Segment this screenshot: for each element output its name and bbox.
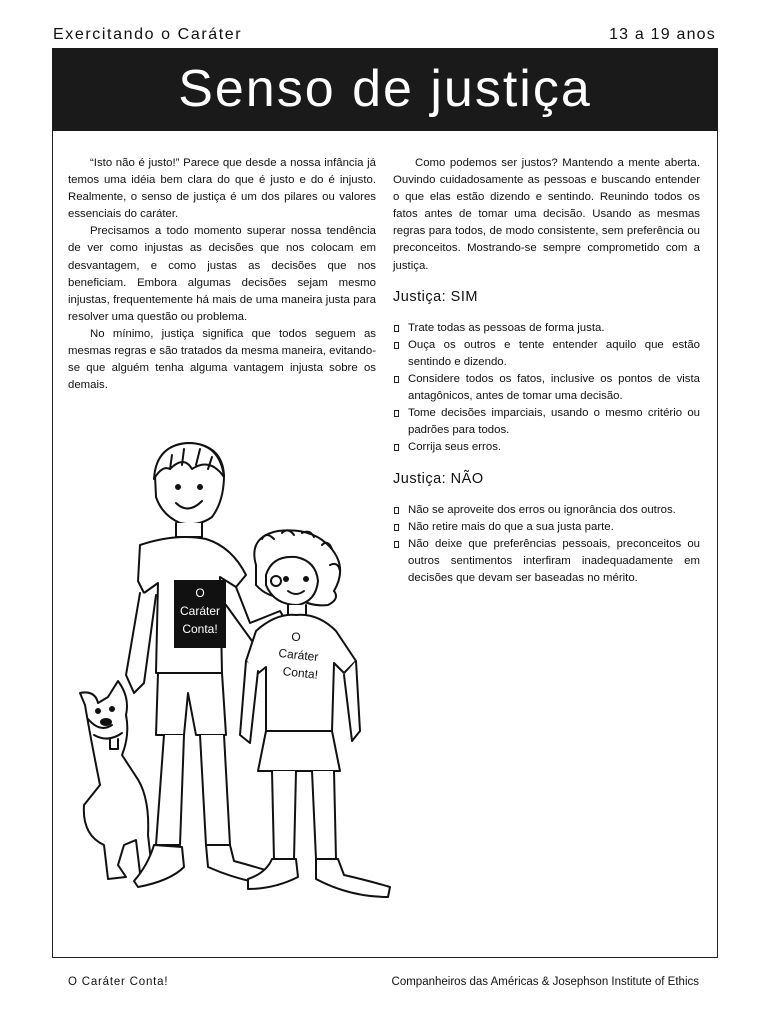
checkbox-bullet-icon bbox=[394, 342, 399, 349]
checkbox-bullet-icon bbox=[394, 325, 399, 332]
list-sim bbox=[393, 320, 700, 457]
list-item bbox=[393, 439, 700, 456]
dog-illustration bbox=[80, 681, 152, 879]
list-item-text: Não deixe que preferências pessoais, preconceitos ou outros sentimentos interfiram inadequadamente em decisões que devam ser baseadas no mérito. bbox=[408, 537, 700, 584]
list-item bbox=[393, 337, 700, 371]
list-item bbox=[393, 371, 700, 405]
girl-shirt-line-2: Caráter bbox=[277, 645, 320, 665]
checkbox-bullet-icon bbox=[394, 410, 399, 417]
page-title: Senso de justiça bbox=[52, 48, 718, 131]
section-heading-nao: Justiça: NÃO bbox=[393, 470, 484, 487]
illustration-kids-and-dog bbox=[60, 435, 420, 915]
list-item bbox=[393, 519, 700, 536]
boy-shirt-line-3: Conta! bbox=[182, 622, 218, 636]
list-item-text: Considere todos os fatos, inclusive os pontos de vista antagônicos, antes de tomar uma decisão. bbox=[408, 373, 700, 403]
right-column bbox=[393, 155, 700, 587]
paragraph-intro: “Isto não é justo!” Parece que desde a nossa infância já temos uma idéia bem clara do que é justo e do é injusto. Realmente, o senso de justiça é um dos pilares ou valores essenciais do caráter. bbox=[68, 157, 376, 221]
paragraph-how-to-be-fair: Como podemos ser justos? Mantendo a mente aberta. Ouvindo cuidadosamente as pessoas e buscando entender o que elas estão dizendo e sentindo. Reunindo todos os fatos antes de tomar uma decisão. Usando as mesmas regras para todos, de modo consistente, sem preferência ou preconceitos. Mostrando-se sempre comprometido com a justiça. bbox=[393, 157, 700, 272]
section-heading-sim: Justiça: SIM bbox=[393, 288, 478, 305]
boy-shirt-line-2: Caráter bbox=[179, 604, 221, 618]
girl-illustration bbox=[240, 530, 390, 897]
paragraph-tendency: Precisamos a todo momento superar nossa tendência de ver como injustas as decisões que nos colocam em desvantagem, e como justas as decisões que nos beneficiam. Embora algumas decisões sejam mesmo injustas, frequentemente há mais de uma maneira justa para resolver uma questão ou problema. bbox=[68, 225, 376, 323]
list-nao bbox=[393, 502, 700, 587]
list-item-text: Não retire mais do que a sua justa parte. bbox=[408, 520, 614, 533]
boy-shirt-line-1: O bbox=[195, 586, 205, 600]
girl-shirt-line-3: Conta! bbox=[282, 664, 319, 682]
list-item-text: Não se aproveite dos erros ou ignorância dos outros. bbox=[408, 503, 676, 516]
list-item-text: Corrija seus erros. bbox=[408, 441, 502, 454]
list-item bbox=[393, 405, 700, 439]
header-age-range: 13 a 19 anos bbox=[609, 26, 716, 43]
list-item bbox=[393, 320, 700, 337]
girl-shirt-line-1: O bbox=[291, 630, 301, 644]
list-item bbox=[393, 502, 700, 519]
header-series-title: Exercitando o Caráter bbox=[53, 26, 243, 43]
checkbox-bullet-icon bbox=[394, 376, 399, 383]
footer-series: O Caráter Conta! bbox=[68, 976, 169, 988]
list-item bbox=[393, 536, 700, 587]
list-item-text: Tome decisões imparciais, usando o mesmo critério ou padrões para todos. bbox=[408, 407, 700, 437]
left-column bbox=[68, 155, 376, 394]
list-item-text: Ouça os outros e tente entender aquilo que estão sentindo e dizendo. bbox=[408, 338, 700, 368]
paragraph-minimum: No mínimo, justiça significa que todos seguem as mesmas regras e são tratados da mesma maneira, evitando-se que alguém tenha alguma vantagem injusta sobre os demais. bbox=[68, 327, 376, 392]
list-item-text: Trate todas as pessoas de forma justa. bbox=[408, 321, 605, 334]
footer-credits: Companheiros das Américas & Josephson Institute of Ethics bbox=[391, 976, 699, 988]
